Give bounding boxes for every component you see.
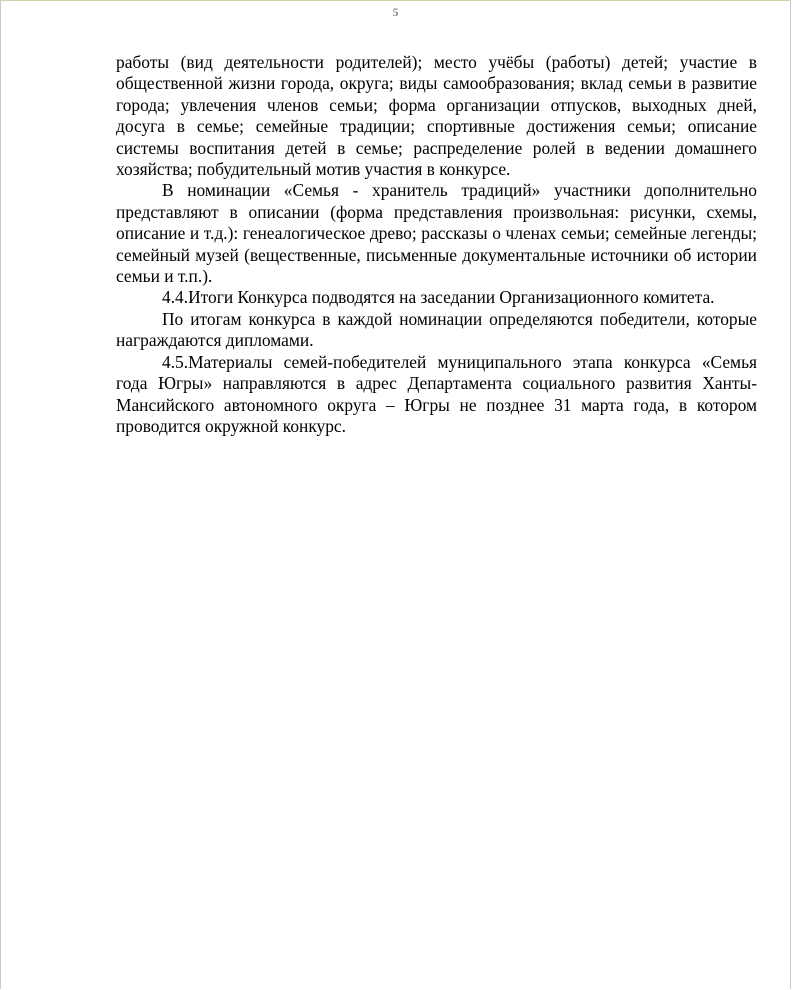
page-number: 5 (392, 5, 399, 19)
paragraph-section-4-4: 4.4.Итоги Конкурса подводятся на заседании Организационного комитета. (162, 287, 715, 308)
paragraph-winners: По итогам конкурса в каждой номинации определяются победители, которые награждаются дипломами. (116, 308, 757, 351)
paragraph-continuation: работы (вид деятельности родителей); место учёбы (работы) детей; участие в общественной жизни города, округа; виды самообразования; вклад семьи в развитие города; увлечения членов семьи; форма организации отпусков, выходных дней, досуга в семье; семейные традиции; спортивные достижения семьи; описание системы воспитания детей в семье; распределение ролей в ведении домашнего хозяйства; побудительный мотив участия в конкурсе. (116, 52, 757, 180)
paragraph-section-4-5: 4.5.Материалы семей-победителей муниципального этапа конкурса «Семья года Югры» направляются в адрес Департамента социального развития Ханты-Мансийского автономного округа – Югры не позднее 31 марта года, в котором проводится окружной конкурс. (116, 351, 757, 436)
document-body (116, 52, 757, 437)
paragraph-nomination-traditions: В номинации «Семья - хранитель традиций» участники дополнительно представляют в описании (форма представления произвольная: рисунки, схемы, описание и т.д.): генеалогическое древо; рассказы о членах семьи; семейные легенды; семейный музей (вещественные, письменные документальные источники об истории семьи и т.п.). (116, 180, 757, 287)
